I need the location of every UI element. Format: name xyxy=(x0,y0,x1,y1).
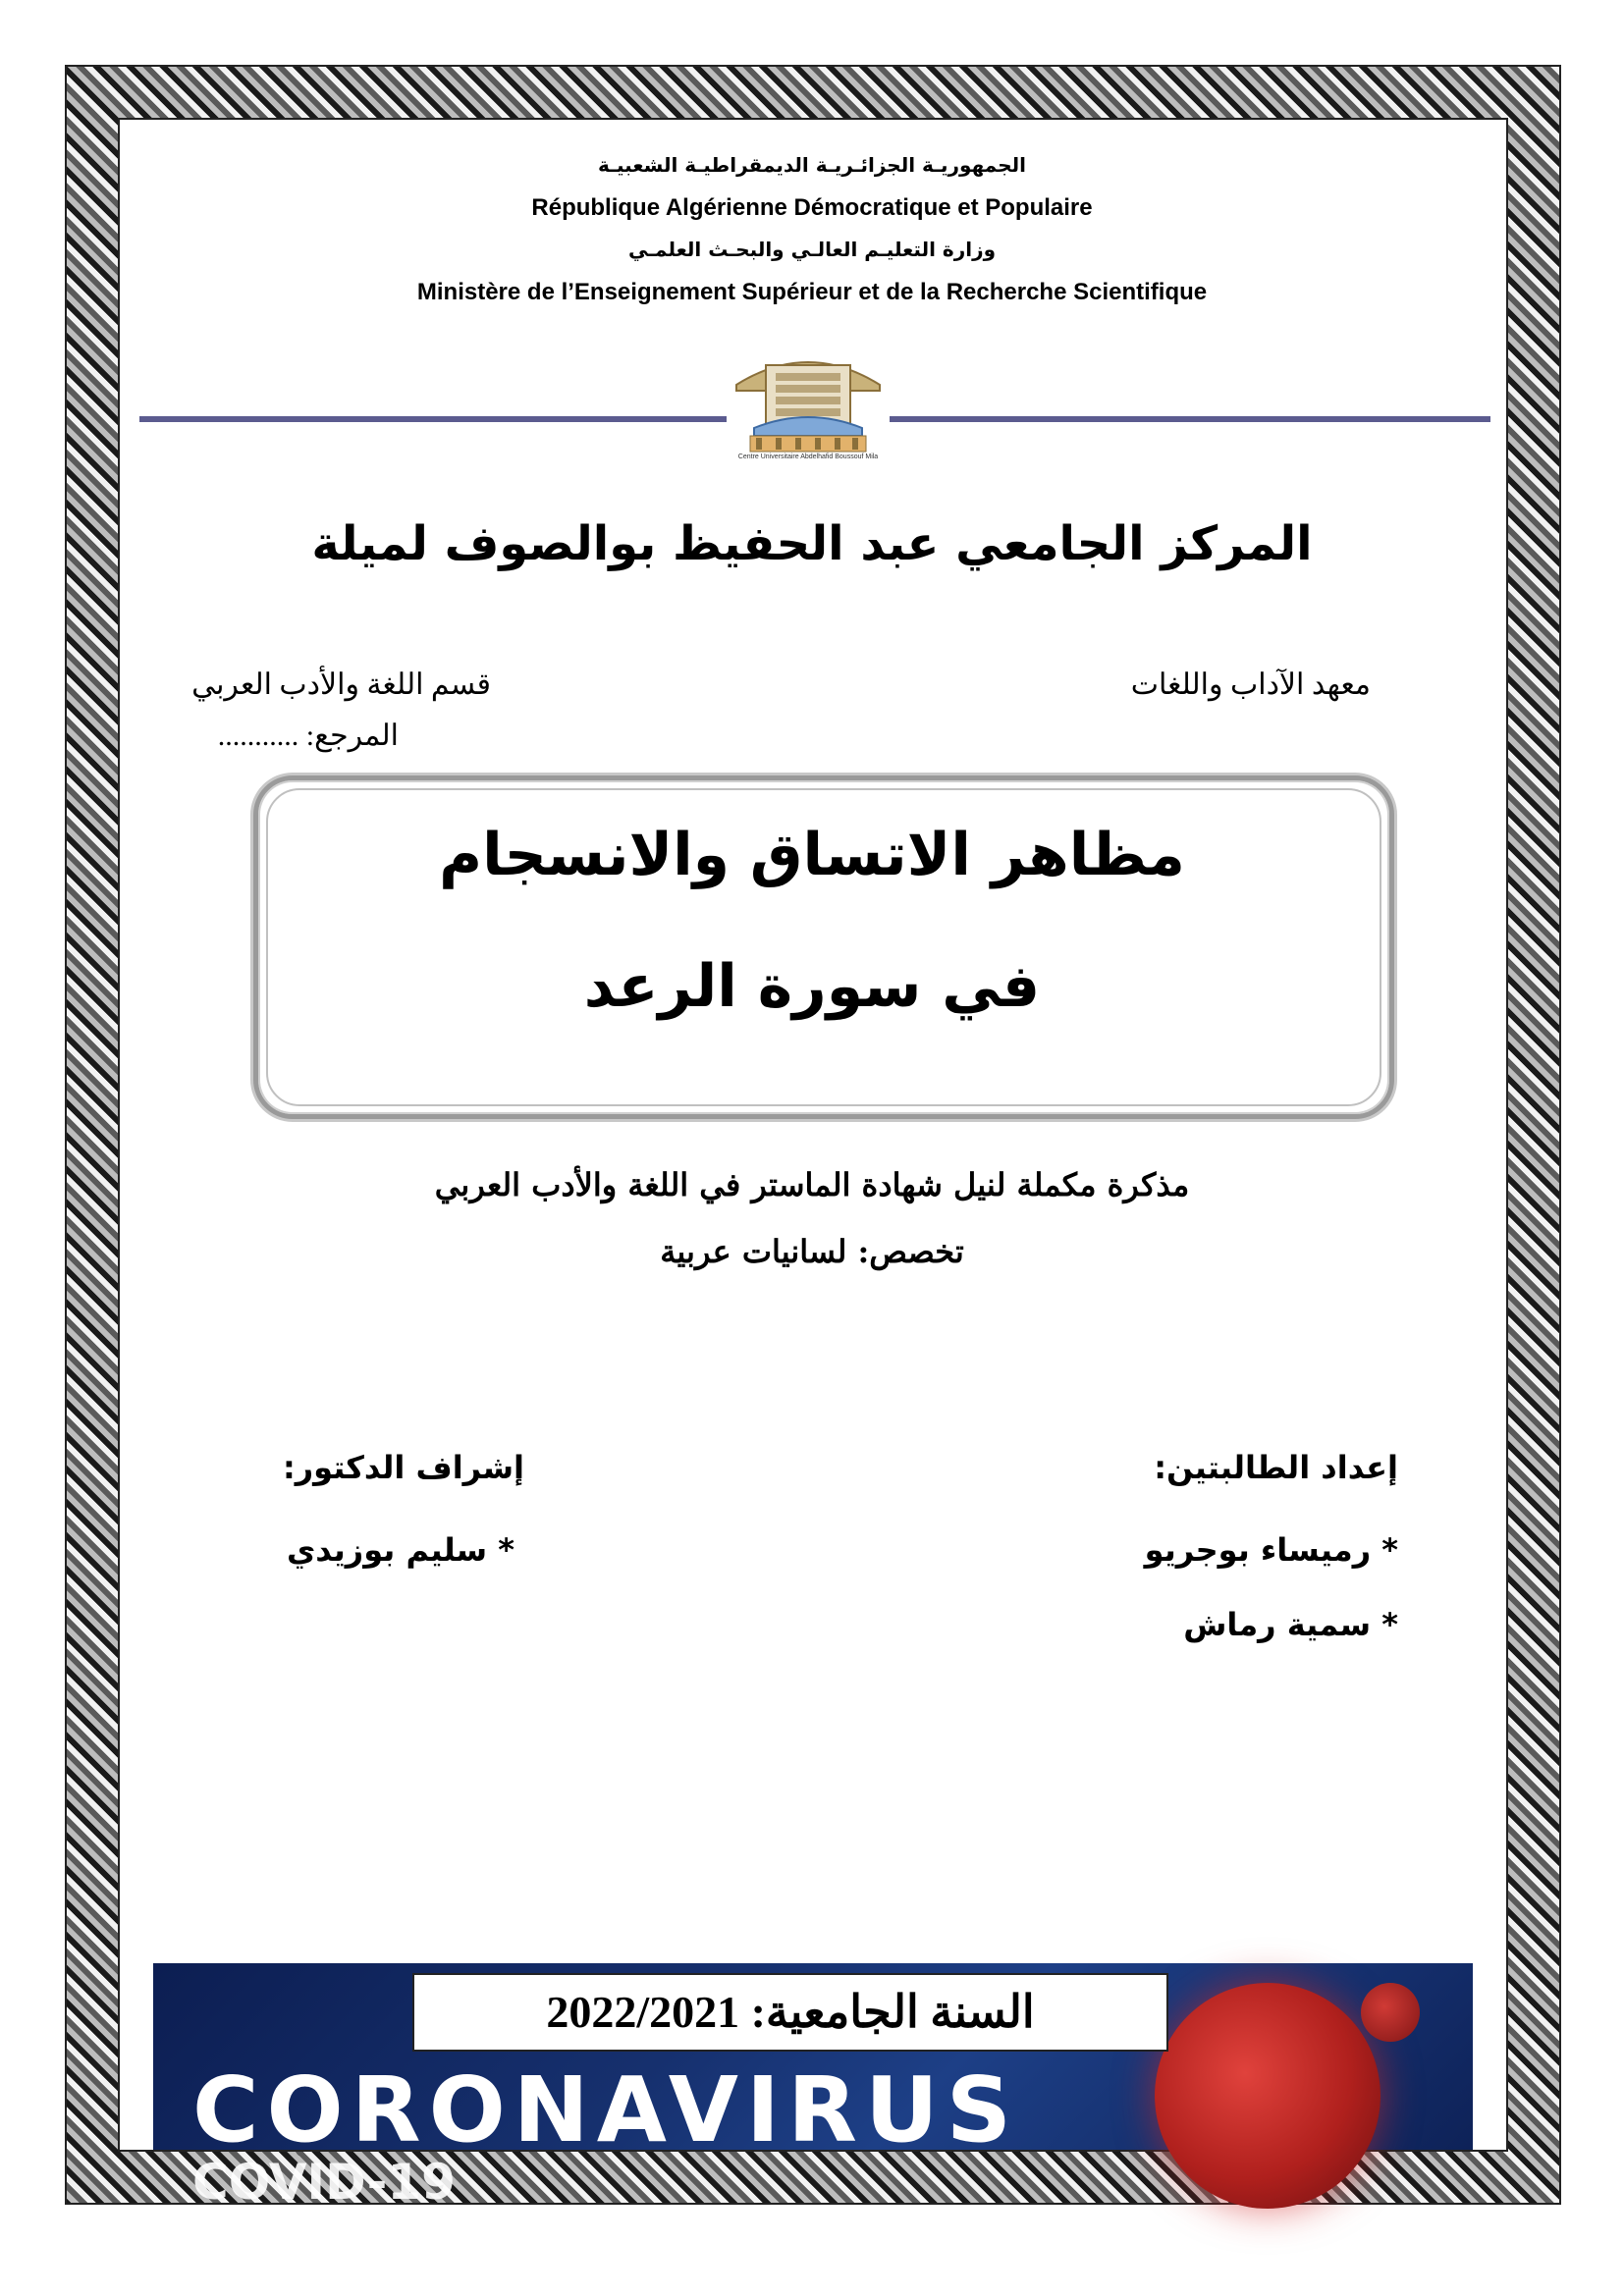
republic-arabic: الجمهوريـة الجزائـريـة الديمقراطيـة الشعبيـة xyxy=(598,153,1026,177)
reference-label: المرجع: ........... xyxy=(217,720,399,752)
student-name: * سمية رماش xyxy=(1183,1606,1398,1643)
students-heading: إعداد الطالبتين: xyxy=(1154,1449,1398,1486)
ministry-french: Ministère de l’Enseignement Supérieur et de la Recherche Scientifique xyxy=(416,279,1208,305)
ministry-arabic: وزارة التعليـم العالـي والبحـث العلمـي xyxy=(627,238,997,261)
memo-statement: مذكرة مكملة لنيل شهادة الماستر في اللغة والأدب العربي xyxy=(434,1166,1190,1203)
small-virus-icon xyxy=(1361,1983,1420,2042)
thesis-title-line2: في سورة الرعد xyxy=(583,952,1041,1021)
logo-caption: Centre Universitaire Abdelhafid Boussouf Mila xyxy=(737,454,879,460)
supervisor-heading: إشراف الدكتور: xyxy=(282,1449,524,1486)
university-logo xyxy=(727,346,890,465)
virus-icon xyxy=(1155,1983,1380,2209)
institution-name: المركز الجامعي عبد الحفيظ بوالصوف لميلة xyxy=(311,516,1313,571)
specialty-statement: تخصص: لسانيات عربية xyxy=(660,1233,964,1270)
banner-subtitle: COVID-19 xyxy=(192,2154,456,2211)
thesis-title-line1: مظاهر الاتساق والانسجام xyxy=(439,821,1185,889)
department-label: قسم اللغة والأدب العربي xyxy=(191,668,491,701)
institute-label: معهد الآداب واللغات xyxy=(1130,668,1371,701)
supervisor-name: * سليم بوزيدي xyxy=(286,1531,514,1569)
academic-year: السنة الجامعية: 2022/2021 xyxy=(412,1973,1168,2052)
banner-title: CORONAVIRUS xyxy=(192,2057,1019,2163)
student-name: * رميساء بوجريو xyxy=(1144,1531,1398,1569)
university-building-icon xyxy=(727,346,890,465)
republic-french: République Algérienne Démocratique et Populaire xyxy=(531,194,1093,221)
